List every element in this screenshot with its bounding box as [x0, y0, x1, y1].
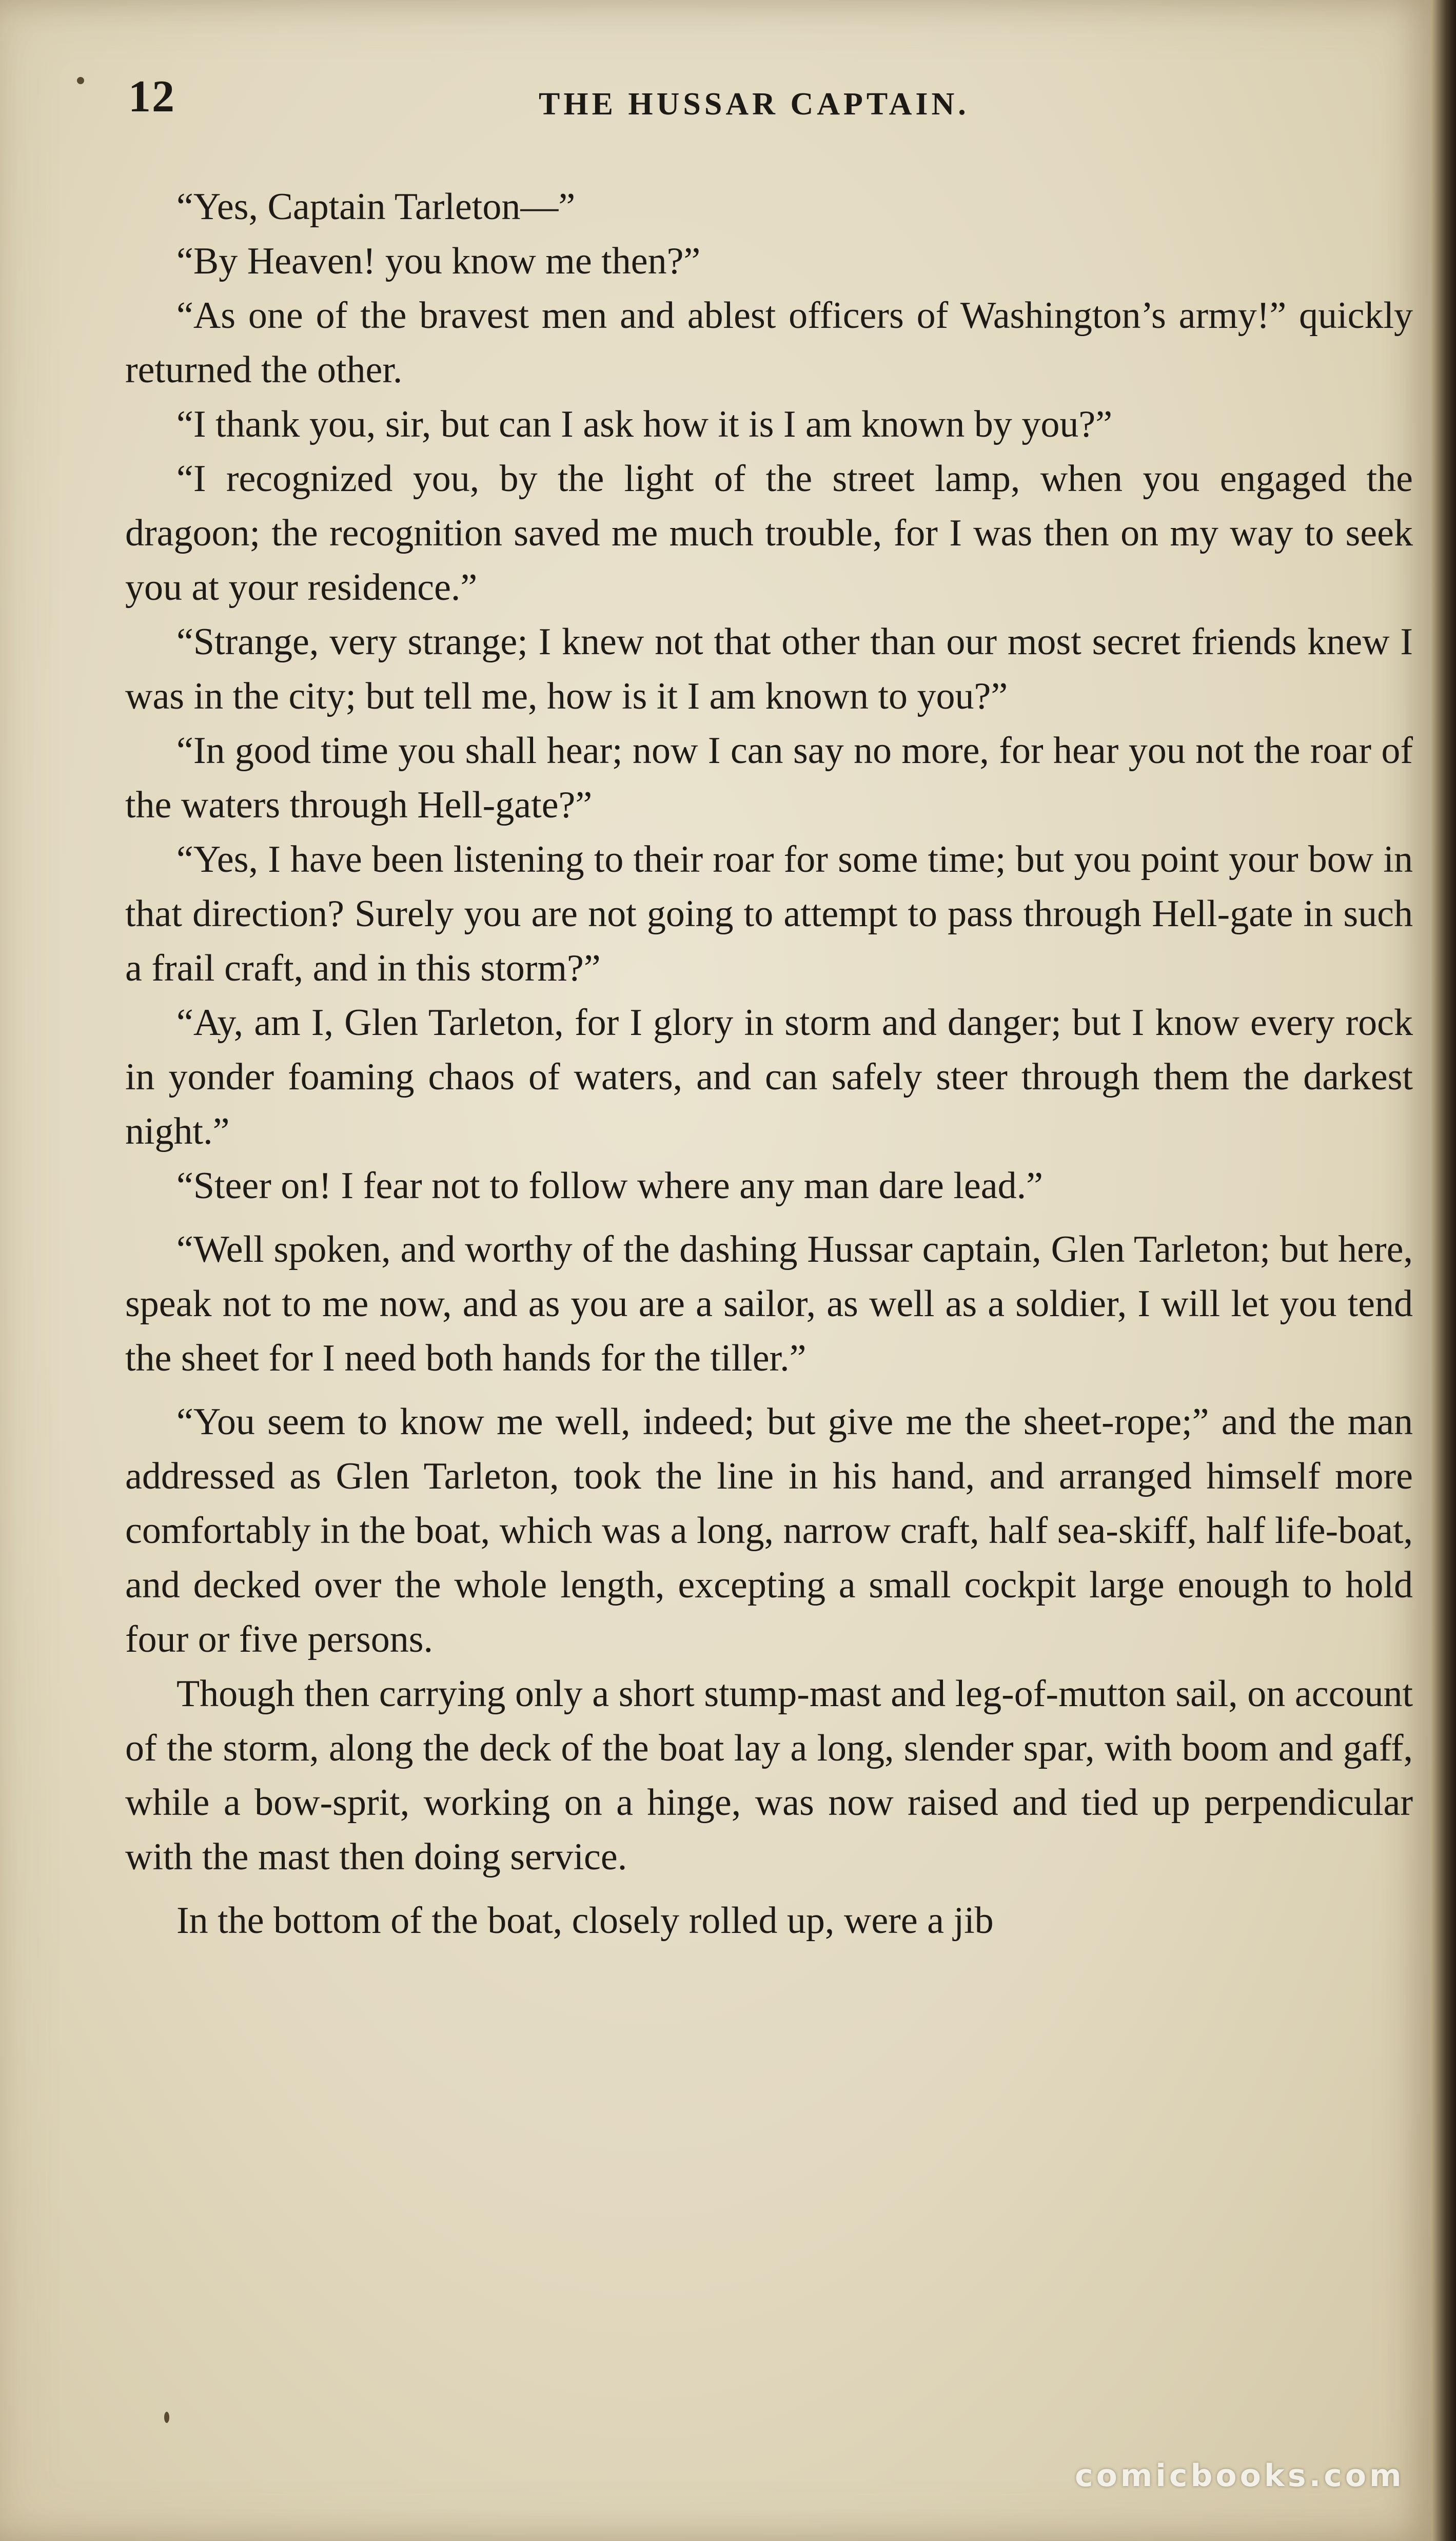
paragraph: “Ay, am I, Glen Tarleton, for I glory in storm and danger; but I know every rock in yonder foaming chaos of waters, and can safely steer through them the darkest night.” — [125, 1002, 1413, 1152]
paragraph: Though then carrying only a short stump-mast and leg-of-mutton sail, on account of the storm, along the deck of the boat lay a long, slender spar, with boom and gaff, while a bow-sprit, working on a hinge, was now raised and tied up perpendicular with the mast then doing service. — [125, 1673, 1413, 1878]
running-head: THE HUSSAR CAPTAIN. — [539, 87, 970, 122]
paragraph: “By Heaven! you know me then?” — [176, 240, 701, 282]
paragraph: “Steer on! I fear not to follow where any man dare lead.” — [176, 1165, 1043, 1207]
paragraph: “Yes, I have been listening to their roar for some time; but you point your bow in that direction? Surely you are not going to attempt to pass through Hell-gate in such a frail craft, and in this storm?” — [125, 838, 1413, 989]
paragraph: “Well spoken, and worthy of the dashing Hussar captain, Glen Tarleton; but here, speak not to me now, and as you are a sailor, as well as a soldier, I will let you tend the sheet for I need both hands for the tiller.” — [125, 1228, 1413, 1379]
paragraph: “You seem to know me well, indeed; but give me the sheet-rope;” and the man addressed as Glen Tarleton, took the line in his hand, and arranged himself more comfortably in the boat, which was a long, narrow craft, half sea-skiff, half life-boat, and decked over the whole length, excepting a small cockpit large enough to hold four or five persons. — [125, 1401, 1413, 1660]
paragraph: “Strange, very strange; I knew not that other than our most secret friends knew I was in the city; but tell me, how is it I am known to you?” — [125, 621, 1413, 717]
paragraph: “I recognized you, by the light of the street lamp, when you engaged the dragoon; the recognition saved me much trouble, for I was then on my way to seek you at your residence.” — [125, 458, 1413, 609]
paragraph: “In good time you shall hear; now I can say no more, for hear you not the roar of the waters through Hell-gate?” — [125, 730, 1413, 826]
body-text — [125, 180, 1413, 1948]
paragraph: “I thank you, sir, but can I ask how it is I am known by you?” — [176, 403, 1113, 445]
book-spine — [1431, 0, 1456, 2541]
paragraph: “As one of the bravest men and ablest officers of Washington’s army!” quickly returned the other. — [125, 295, 1413, 391]
paper-speck — [164, 2412, 169, 2423]
paragraph: In the bottom of the boat, closely rolled up, were a jib — [176, 1900, 994, 1942]
paragraph: “Yes, Captain Tarleton—” — [176, 186, 576, 228]
page-number: 12 — [128, 72, 175, 122]
watermark: comicbooks.com — [1075, 2458, 1405, 2494]
paper-speck — [77, 77, 84, 84]
page-header — [128, 71, 1411, 138]
